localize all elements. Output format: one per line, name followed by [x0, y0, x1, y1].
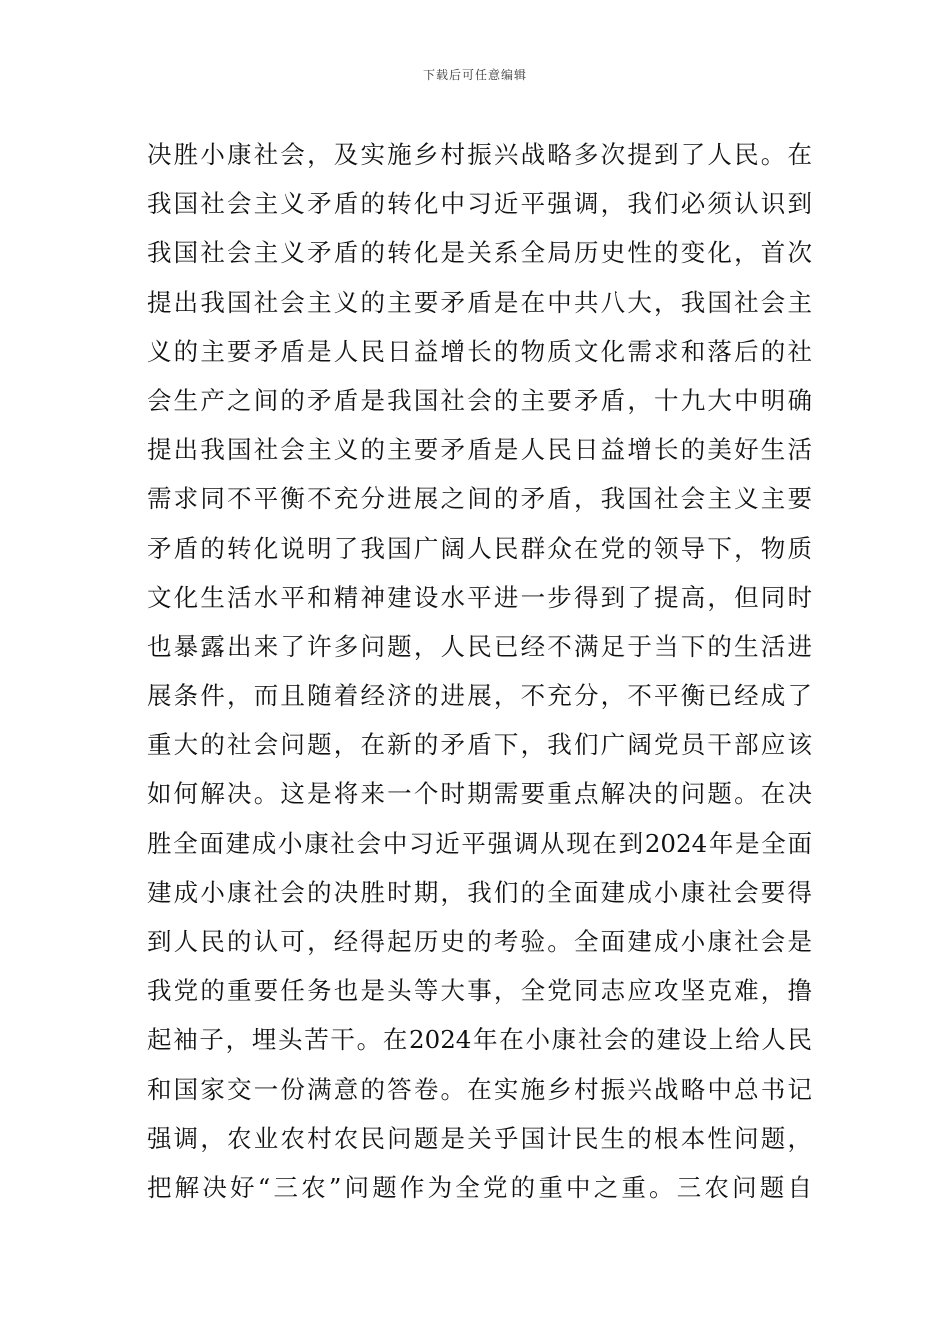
text-line: 重大的社会问题，在新的矛盾下，我们广阔党员干部应该: [147, 730, 812, 760]
text-line: 决胜小康社会，及实施乡村振兴战略多次提到了人民。在: [147, 140, 812, 169]
text-line: 我党的重要任务也是头等大事，全党同志应攻坚克难，撸: [147, 976, 812, 1006]
page-header: 下载后可任意编辑: [422, 68, 527, 82]
text-line: 强调，农业农村农民问题是关乎国计民生的根本性问题，: [147, 1123, 812, 1153]
text-line: 提出我国社会主义的主要矛盾是人民日益增长的美好生活: [147, 435, 812, 465]
text-line: 提出我国社会主义的主要矛盾是在中共八大，我国社会主: [147, 287, 812, 317]
text-line: 和国家交一份满意的答卷。在实施乡村振兴战略中总书记: [147, 1074, 812, 1104]
text-line: 我国社会主义矛盾的转化中习近平强调，我们必须认识到: [147, 189, 812, 219]
text-line: 文化生活水平和精神建设水平进一步得到了提高，但同时: [147, 582, 812, 612]
text-line: 如何解决。这是将来一个时期需要重点解决的问题。在决: [147, 779, 812, 809]
text-line: 矛盾的转化说明了我国广阔人民群众在党的领导下，物质: [147, 533, 812, 563]
body-paragraph: [147, 130, 812, 1212]
text-line: 义的主要矛盾是人民日益增长的物质文化需求和落后的社: [147, 336, 812, 366]
text-line: 起袖子，埋头苦干。在2024年在小康社会的建设上给人民: [147, 1025, 812, 1055]
text-line: 建成小康社会的决胜时期，我们的全面建成小康社会要得: [147, 877, 812, 907]
text-line: 我国社会主义矛盾的转化是关系全局历史性的变化，首次: [147, 238, 812, 268]
text-line: 需求同不平衡不充分进展之间的矛盾，我国社会主义主要: [147, 484, 812, 514]
text-line: 胜全面建成小康社会中习近平强调从现在到2024年是全面: [147, 828, 812, 858]
text-line: 到人民的认可，经得起历史的考验。全面建成小康社会是: [147, 927, 812, 956]
text-line: 展条件，而且随着经济的进展，不充分，不平衡已经成了: [147, 681, 812, 711]
text-line: 也暴露出来了许多问题，人民已经不满足于当下的生活进: [147, 631, 812, 661]
text-line: 会生产之间的矛盾是我国社会的主要矛盾，十九大中明确: [147, 385, 812, 415]
text-line: 把解决好“三农”问题作为全党的重中之重。三农问题自: [147, 1172, 812, 1202]
